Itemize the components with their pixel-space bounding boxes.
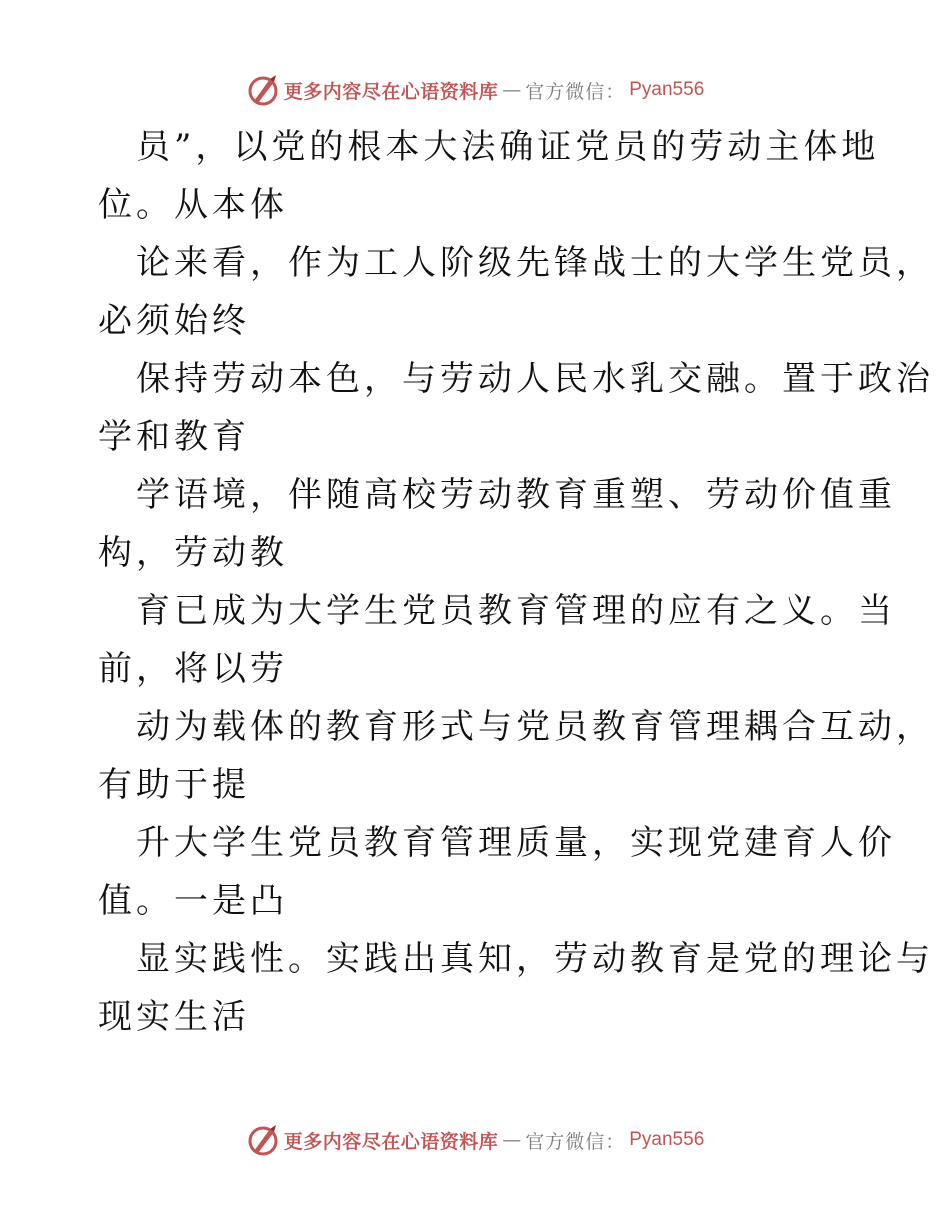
body-line: 显实践性。实践出真知，劳动教育是党的理论与: [136, 939, 934, 979]
body-line: 动为载体的教育形式与党员教育管理耦合互动，: [136, 707, 934, 747]
watermark-label: 官方微信：: [525, 80, 626, 103]
quill-pen-circle-icon: [246, 73, 280, 107]
body-line: 保持劳动本色，与劳动人民水乳交融。置于政治: [136, 359, 934, 399]
body-line: 育已成为大学生党员教育管理的应有之义。当: [136, 591, 896, 631]
body-line: 论来看，作为工人阶级先锋战士的大学生党员，: [136, 243, 934, 283]
watermark-id: Pyan556: [629, 79, 705, 100]
body-line: 必须始终: [98, 301, 250, 341]
body-line: 现实生活: [98, 997, 250, 1037]
body-line: 构，劳动教: [98, 533, 288, 573]
body-line: 前，将以劳: [98, 649, 288, 689]
body-line: 有助于提: [98, 765, 250, 805]
watermark-separator: —: [502, 1129, 522, 1151]
body-line: 升大学生党员教育管理质量，实现党建育人价: [136, 823, 896, 863]
body-line: 位。从本体: [98, 185, 288, 225]
body-line: 学语境，伴随高校劳动教育重塑、劳动价值重: [136, 475, 896, 515]
footer-watermark: [0, 1120, 950, 1160]
quill-pen-circle-icon: [246, 1123, 280, 1157]
watermark-main-text: 更多内容尽在心语资料库: [283, 1130, 499, 1153]
body-line: 值。一是凸: [98, 881, 288, 921]
header-watermark: [0, 70, 950, 110]
body-line: 学和教育: [98, 417, 250, 457]
body-line: 员”，以党的根本大法确证党员的劳动主体地: [136, 127, 880, 167]
watermark-separator: —: [502, 79, 522, 101]
document-body: [98, 118, 934, 1046]
watermark-label: 官方微信：: [525, 1130, 626, 1153]
watermark-main-text: 更多内容尽在心语资料库: [283, 80, 499, 103]
watermark-id: Pyan556: [629, 1129, 705, 1150]
